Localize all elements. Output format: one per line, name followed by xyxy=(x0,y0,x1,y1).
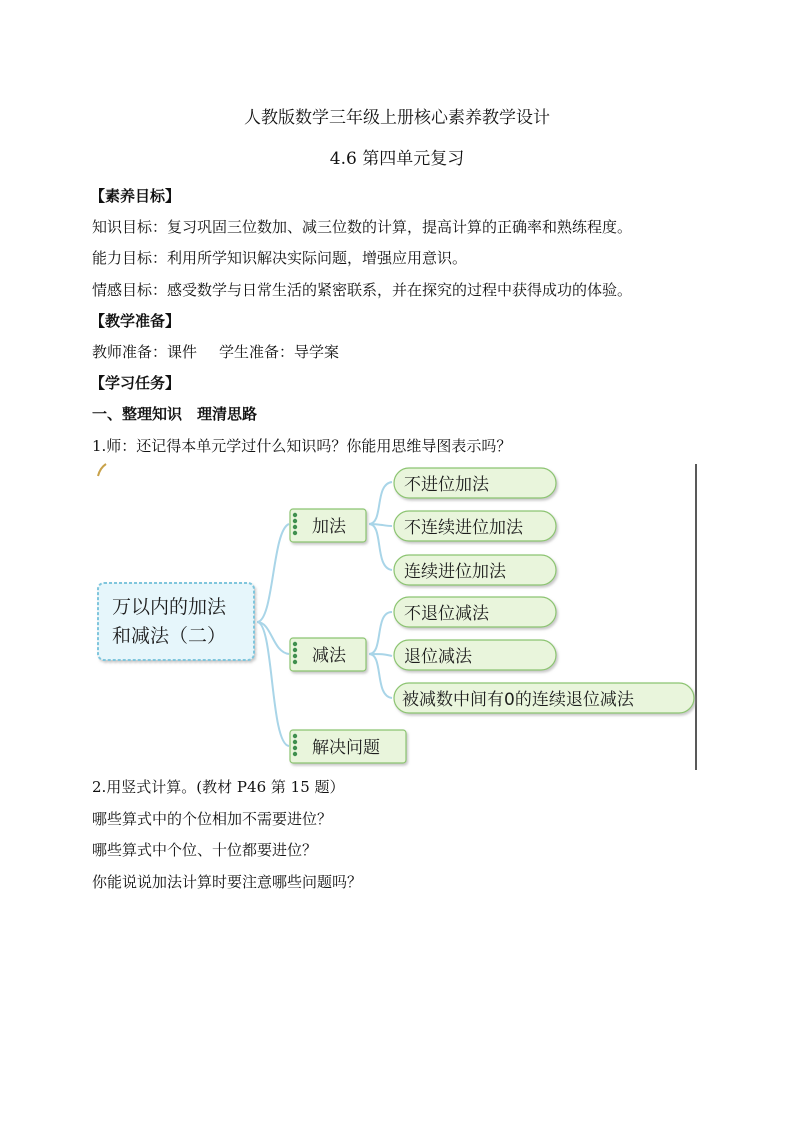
connector-add-1 xyxy=(369,482,392,524)
root-box xyxy=(98,583,254,660)
goal-ability: 能力目标：利用所学知识解决实际问题，增强应用意识。 xyxy=(92,249,468,267)
branch-add xyxy=(290,509,366,542)
prep-teacher: 教师准备：课件 xyxy=(92,343,198,361)
leaf-sub-2-label: 退位减法 xyxy=(404,647,472,667)
corner-decoration xyxy=(98,464,106,476)
root-label-line2: 和减法（二） xyxy=(112,625,227,647)
leaf-sub-1-label: 不退位减法 xyxy=(404,604,489,624)
branch-add-label: 加法 xyxy=(312,517,346,537)
goal-emotion: 情感目标：感受数学与日常生活的紧密联系，并在探究的过程中获得成功的体验。 xyxy=(92,281,633,299)
question-2a: 哪些算式中的个位相加不需要进位？ xyxy=(92,810,333,828)
leaf-add-1 xyxy=(394,468,556,498)
connector-sub-1 xyxy=(369,612,392,654)
question-2: 2.用竖式计算。(教材 P46 第 15 题） xyxy=(92,778,345,796)
leaf-sub-1 xyxy=(394,597,556,627)
leaf-sub-2 xyxy=(394,640,556,670)
page-title: 人教版数学三年级上册核心素养教学设计 xyxy=(244,108,550,128)
goal-knowledge: 知识目标：复习巩固三位数加、减三位数的计算，提高计算的正确率和熟练程度。 xyxy=(92,218,633,236)
root-node xyxy=(98,583,254,660)
leaf-add-3 xyxy=(394,555,556,585)
leaf-add-3-label: 连续进位加法 xyxy=(404,562,506,582)
question-1: 1.师：还记得本单元学过什么知识吗？你能用思维导图表示吗？ xyxy=(92,437,512,455)
branch-solve xyxy=(290,730,406,763)
leaf-add-2-label: 不连续进位加法 xyxy=(404,518,523,538)
prep-header: 【教学准备】 xyxy=(90,312,181,330)
prep-student: 学生准备：导学案 xyxy=(219,343,340,361)
branch-sub-label: 减法 xyxy=(312,646,346,666)
connector-sub-3 xyxy=(369,654,392,698)
leaf-add-1-label: 不进位加法 xyxy=(404,475,489,495)
leaf-sub-3 xyxy=(394,683,694,713)
root-label-line1: 万以内的加法 xyxy=(112,596,227,618)
goals-header: 【素养目标】 xyxy=(90,187,181,205)
leaf-sub-3-label: 被减数中间有0的连续退位减法 xyxy=(402,690,634,710)
page-subtitle: 4.6 第四单元复习 xyxy=(329,149,465,169)
branch-sub xyxy=(290,638,366,671)
leaf-add-2 xyxy=(394,511,556,541)
mind-map xyxy=(94,462,700,772)
task-header: 【学习任务】 xyxy=(90,374,181,392)
prep-line xyxy=(92,342,339,362)
connector-root-add xyxy=(257,524,289,622)
question-2c: 你能说说加法计算时要注意哪些问题吗？ xyxy=(92,873,363,891)
section-heading: 一、整理知识 理清思路 xyxy=(92,405,258,423)
connector-add-3 xyxy=(369,524,392,570)
branch-solve-label: 解决问题 xyxy=(312,738,380,758)
question-2b: 哪些算式中个位、十位都要进位？ xyxy=(92,841,318,859)
